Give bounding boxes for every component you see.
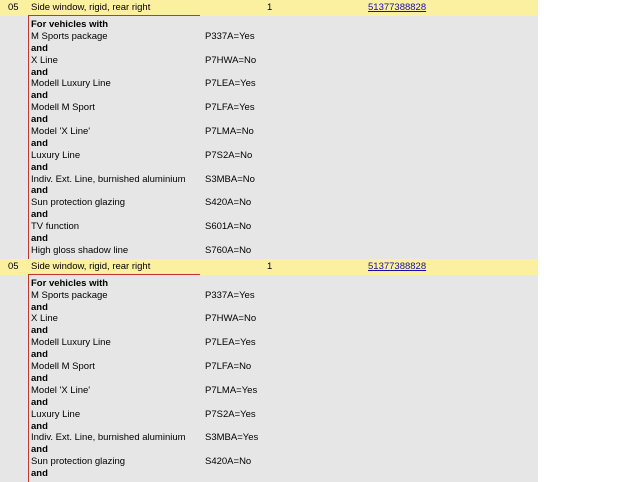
conditions-block xyxy=(28,16,538,259)
position-number: 05 xyxy=(8,2,19,13)
and-connector-text: and xyxy=(31,209,48,221)
condition-code: P7LFA=Yes xyxy=(205,102,255,114)
condition-label: High gloss shadow line xyxy=(31,244,129,256)
condition-row xyxy=(31,385,538,397)
condition-code: P7HWA=No xyxy=(205,313,257,325)
condition-code: S3MBA=Yes xyxy=(205,432,259,444)
condition-label: X Line xyxy=(31,313,58,325)
and-connector xyxy=(31,349,538,361)
and-connector-text: and xyxy=(31,233,48,245)
condition-row xyxy=(31,150,538,162)
condition-code: S3MBA=No xyxy=(205,173,255,185)
and-connector-text: and xyxy=(31,444,48,456)
and-connector-text: and xyxy=(31,372,48,384)
condition-code: P7HWA=No xyxy=(205,54,257,66)
and-connector-text: and xyxy=(31,42,48,54)
condition-code: P7LFA=No xyxy=(205,361,252,373)
condition-label: Modell Luxury Line xyxy=(31,337,111,349)
conditions-header-text: For vehicles with xyxy=(31,19,109,30)
and-connector-text: and xyxy=(31,349,48,361)
and-connector xyxy=(31,67,538,79)
and-connector xyxy=(31,185,538,197)
condition-code: S420A=No xyxy=(205,197,252,209)
conditions-header xyxy=(31,19,538,31)
condition-label: Modell Luxury Line xyxy=(31,78,111,90)
and-connector-text: and xyxy=(31,185,48,197)
and-connector-text: and xyxy=(31,90,48,102)
and-connector xyxy=(31,43,538,55)
condition-row xyxy=(31,102,538,114)
and-connector xyxy=(31,114,538,126)
condition-row xyxy=(31,221,538,233)
condition-label: Luxury Line xyxy=(31,149,81,161)
and-connector xyxy=(31,138,538,150)
and-connector-text: and xyxy=(31,468,48,480)
condition-label: Indiv. Ext. Line, burnished aluminium xyxy=(31,432,186,444)
condition-code: P7LMA=No xyxy=(205,126,254,138)
condition-label: M Sports package xyxy=(31,30,108,42)
and-connector xyxy=(31,397,538,409)
condition-row xyxy=(31,290,538,302)
condition-code: P7S2A=No xyxy=(205,149,253,161)
condition-row xyxy=(31,361,538,373)
and-connector-text: and xyxy=(31,301,48,313)
condition-code: S760A=No xyxy=(205,244,252,256)
condition-row xyxy=(31,337,538,349)
and-connector xyxy=(31,233,538,245)
quantity: 1 xyxy=(267,2,273,13)
condition-code: P7LEA=Yes xyxy=(205,337,256,349)
and-connector-text: and xyxy=(31,114,48,126)
and-connector xyxy=(31,162,538,174)
and-connector-text: and xyxy=(31,325,48,337)
condition-code: P337A=Yes xyxy=(205,289,255,301)
and-connector-text: and xyxy=(31,396,48,408)
and-connector-text: and xyxy=(31,161,48,173)
conditions-block xyxy=(28,275,538,482)
condition-row xyxy=(31,55,538,67)
condition-row xyxy=(31,78,538,90)
and-connector xyxy=(31,302,538,314)
condition-row xyxy=(31,174,538,186)
condition-row xyxy=(31,245,538,257)
and-connector-text: and xyxy=(31,66,48,78)
quantity: 1 xyxy=(267,260,273,272)
condition-row xyxy=(31,126,538,138)
condition-label: Indiv. Ext. Line, burnished aluminium xyxy=(31,173,186,185)
condition-row xyxy=(31,31,538,43)
part-row xyxy=(0,0,538,16)
condition-row xyxy=(31,313,538,325)
and-connector xyxy=(31,468,538,480)
condition-label: TV function xyxy=(31,221,80,233)
condition-label: Modell M Sport xyxy=(31,102,95,114)
and-connector xyxy=(31,209,538,221)
position-number: 05 xyxy=(8,260,19,272)
and-connector xyxy=(31,90,538,102)
and-connector xyxy=(31,325,538,337)
condition-row xyxy=(31,197,538,209)
condition-label: M Sports package xyxy=(31,289,108,301)
conditions-header-text: For vehicles with xyxy=(31,277,109,289)
part-description: Side window, rigid, rear right xyxy=(31,260,151,272)
condition-code: P7S2A=Yes xyxy=(205,408,256,420)
condition-code: P7LMA=Yes xyxy=(205,384,258,396)
and-connector xyxy=(31,444,538,456)
and-connector-text: and xyxy=(31,420,48,432)
condition-code: P7LEA=Yes xyxy=(205,78,256,90)
and-connector xyxy=(31,373,538,385)
part-row xyxy=(0,259,538,275)
and-connector-text: and xyxy=(31,137,48,149)
condition-label: Modell M Sport xyxy=(31,361,95,373)
part-number-link[interactable]: 51377388828 xyxy=(368,2,427,13)
condition-label: X Line xyxy=(31,54,58,66)
condition-label: Luxury Line xyxy=(31,408,81,420)
condition-label: Sun protection glazing xyxy=(31,456,126,468)
condition-label: Sun protection glazing xyxy=(31,197,126,209)
condition-code: S420A=No xyxy=(205,456,252,468)
conditions-header xyxy=(31,278,538,290)
condition-row xyxy=(31,432,538,444)
condition-code: S601A=No xyxy=(205,221,252,233)
condition-label: Model 'X Line' xyxy=(31,126,91,138)
condition-row xyxy=(31,456,538,468)
part-number-link[interactable]: 51377388828 xyxy=(368,260,427,272)
condition-label: Model 'X Line' xyxy=(31,384,91,396)
condition-row xyxy=(31,409,538,421)
part-description: Side window, rigid, rear right xyxy=(31,2,151,13)
and-connector xyxy=(31,421,538,433)
condition-code: P337A=Yes xyxy=(205,30,255,42)
